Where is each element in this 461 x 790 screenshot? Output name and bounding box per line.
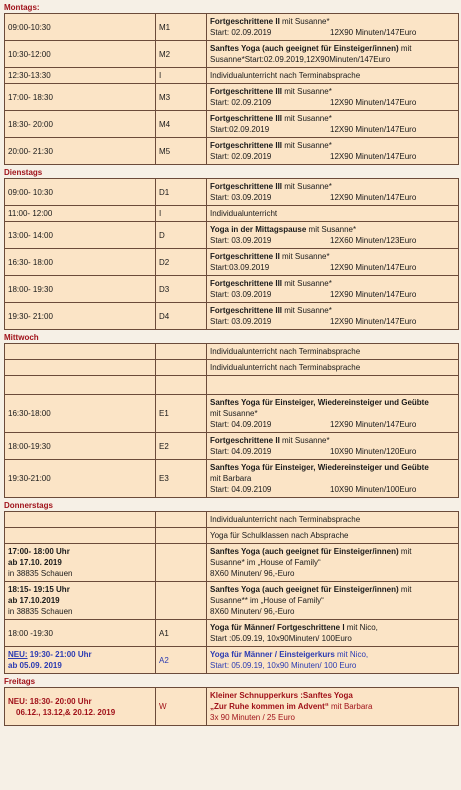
- table-dienstag: [4, 178, 459, 330]
- table-row: [5, 14, 459, 41]
- code-cell: D2: [156, 249, 207, 276]
- code-cell: M3: [156, 84, 207, 111]
- table-montag: [4, 13, 459, 165]
- table-row: [5, 688, 459, 726]
- code-cell: M5: [156, 138, 207, 165]
- table-row: [5, 512, 459, 528]
- course-cell: Fortgeschrittene III mit Susanne* Start: 02.09.2019 12X90 Minuten/147Euro: [207, 138, 459, 165]
- code-cell: D1: [156, 179, 207, 206]
- code-cell: [156, 512, 207, 528]
- course-cell: Sanftes Yoga für Einsteiger, Wiedereinsteiger und Geübte mit Susanne* Start: 04.09.2019 12X90 Minuten/147Euro: [207, 395, 459, 433]
- time-cell: 12:30-13:30: [5, 68, 156, 84]
- time-cell: 17:00- 18:00 Uhr ab 17.10. 2019 in 38835 Schauen: [5, 544, 156, 582]
- table-row: [5, 433, 459, 460]
- time-cell: 20:00- 21:30: [5, 138, 156, 165]
- table-row: [5, 460, 459, 498]
- table-row: [5, 582, 459, 620]
- time-cell: 18:15- 19:15 Uhr ab 17.10.2019 in 38835 Schauen: [5, 582, 156, 620]
- code-cell: M2: [156, 41, 207, 68]
- time-cell: 11:00- 12:00: [5, 206, 156, 222]
- course-cell: Individualunterricht nach Terminabsprache: [207, 68, 459, 84]
- code-cell: [156, 344, 207, 360]
- code-cell: W: [156, 688, 207, 726]
- section-montag: Montags:: [4, 3, 40, 12]
- time-cell: 16:30- 18:00: [5, 249, 156, 276]
- table-row: [5, 276, 459, 303]
- time-cell: [5, 360, 156, 376]
- table-row: [5, 395, 459, 433]
- section-donnerstag: Donnerstags: [4, 501, 53, 510]
- table-row: [5, 68, 459, 84]
- code-cell: [156, 544, 207, 582]
- code-cell: M1: [156, 14, 207, 41]
- code-cell: I: [156, 68, 207, 84]
- code-cell: I: [156, 206, 207, 222]
- course-cell: Individualunterricht nach Terminabsprache: [207, 344, 459, 360]
- code-cell: D4: [156, 303, 207, 330]
- time-cell: 09:00-10:30: [5, 14, 156, 41]
- code-cell: [156, 360, 207, 376]
- time-cell: 17:00- 18:30: [5, 84, 156, 111]
- time-cell: NEU: 19:30- 21:00 Uhr ab 05.09. 2019: [5, 647, 156, 674]
- time-cell: 16:30-18:00: [5, 395, 156, 433]
- table-row: [5, 84, 459, 111]
- code-cell: A2: [156, 647, 207, 674]
- table-row: [5, 206, 459, 222]
- time-cell: [5, 344, 156, 360]
- table-row: [5, 249, 459, 276]
- table-row: [5, 303, 459, 330]
- table-row: [5, 41, 459, 68]
- code-cell: A1: [156, 620, 207, 647]
- course-cell: Fortgeschrittene III mit Susanne* Start: 03.09.2019 12X90 Minuten/147Euro: [207, 276, 459, 303]
- course-cell: Fortgeschrittene III mit Susanne* Start:02.09.2019 12X90 Minuten/147Euro: [207, 111, 459, 138]
- table-row: [5, 528, 459, 544]
- table-mittwoch: [4, 343, 459, 498]
- table-row: [5, 647, 459, 674]
- course-cell: Fortgeschrittene II mit Susanne* Start:03.09.2019 12X90 Minuten/147Euro: [207, 249, 459, 276]
- code-cell: [156, 582, 207, 620]
- course-cell: Sanftes Yoga (auch geeignet für Einsteiger/innen) mit Susanne* im „House of Family“ 8X60 Minuten/ 96,-Euro: [207, 544, 459, 582]
- table-row: [5, 138, 459, 165]
- time-cell: NEU: 18:30- 20:00 Uhr 06.12., 13.12,& 20.12. 2019: [5, 688, 156, 726]
- code-cell: M4: [156, 111, 207, 138]
- course-cell: Fortgeschrittene II mit Susanne* Start: 02.09.2019 12X90 Minuten/147Euro: [207, 14, 459, 41]
- time-cell: 09:00- 10:30: [5, 179, 156, 206]
- table-donnerstag: [4, 511, 459, 674]
- course-cell: Sanftes Yoga (auch geeignet für Einsteiger/innen) mit Susanne** im „House of Family“ 8X60 Minuten/ 96,-Euro: [207, 582, 459, 620]
- code-cell: [156, 528, 207, 544]
- course-cell: [207, 376, 459, 395]
- course-cell: Individualunterricht nach Terminabsprache: [207, 360, 459, 376]
- table-row: [5, 544, 459, 582]
- course-cell: Fortgeschrittene III mit Susanne* Start: 02.09.2109 12X90 Minuten/147Euro: [207, 84, 459, 111]
- table-row: [5, 376, 459, 395]
- section-mittwoch: Mittwoch: [4, 333, 39, 342]
- table-row: [5, 360, 459, 376]
- time-cell: 18:00-19:30: [5, 433, 156, 460]
- course-cell: Individualunterricht: [207, 206, 459, 222]
- time-cell: 18:30- 20:00: [5, 111, 156, 138]
- code-cell: D: [156, 222, 207, 249]
- time-cell: 10:30-12:00: [5, 41, 156, 68]
- code-cell: D3: [156, 276, 207, 303]
- course-cell: Fortgeschrittene II mit Susanne* Start: 04.09.2019 10X90 Minuten/120Euro: [207, 433, 459, 460]
- table-row: [5, 222, 459, 249]
- table-freitag: [4, 687, 459, 726]
- course-cell: Fortgeschrittene III mit Susanne* Start: 03.09.2019 12X90 Minuten/147Euro: [207, 303, 459, 330]
- table-row: [5, 111, 459, 138]
- code-cell: E3: [156, 460, 207, 498]
- course-cell: Kleiner Schnupperkurs :Sanftes Yoga „Zur Ruhe kommen im Advent“ mit Barbara 3x 90 Minuten / 25 Euro: [207, 688, 459, 726]
- table-row: [5, 620, 459, 647]
- course-cell: Yoga für Männer/ Fortgeschrittene I mit Nico, Start :05.09.19, 10x90Minuten/ 100Euro: [207, 620, 459, 647]
- time-cell: [5, 528, 156, 544]
- table-row: [5, 344, 459, 360]
- time-cell: [5, 376, 156, 395]
- time-cell: 19:30-21:00: [5, 460, 156, 498]
- course-cell: Sanftes Yoga (auch geeignet für Einsteiger/innen) mit Susanne*Start:02.09.2019,12X90Minuten/147Euro: [207, 41, 459, 68]
- time-cell: 18:00 -19:30: [5, 620, 156, 647]
- course-cell: Individualunterricht nach Terminabsprache: [207, 512, 459, 528]
- course-cell: Yoga in der Mittagspause mit Susanne* Start: 03.09.2019 12X60 Minuten/123Euro: [207, 222, 459, 249]
- time-cell: 19:30- 21:00: [5, 303, 156, 330]
- time-cell: 18:00- 19:30: [5, 276, 156, 303]
- section-freitag: Freitags: [4, 677, 36, 686]
- section-dienstag: Dienstags: [4, 168, 43, 177]
- code-cell: [156, 376, 207, 395]
- course-cell: Yoga für Schulklassen nach Absprache: [207, 528, 459, 544]
- table-row: [5, 179, 459, 206]
- time-cell: [5, 512, 156, 528]
- code-cell: E2: [156, 433, 207, 460]
- course-cell: Yoga für Männer / Einsteigerkurs mit Nico, Start: 05.09.19, 10x90 Minuten/ 100 Euro: [207, 647, 459, 674]
- time-cell: 13:00- 14:00: [5, 222, 156, 249]
- course-cell: Fortgeschrittene III mit Susanne* Start: 03.09.2019 12X90 Minuten/147Euro: [207, 179, 459, 206]
- code-cell: E1: [156, 395, 207, 433]
- course-cell: Sanftes Yoga für Einsteiger, Wiedereinsteiger und Geübte mit Barbara Start: 04.09.2109 10X90 Minuten/100Euro: [207, 460, 459, 498]
